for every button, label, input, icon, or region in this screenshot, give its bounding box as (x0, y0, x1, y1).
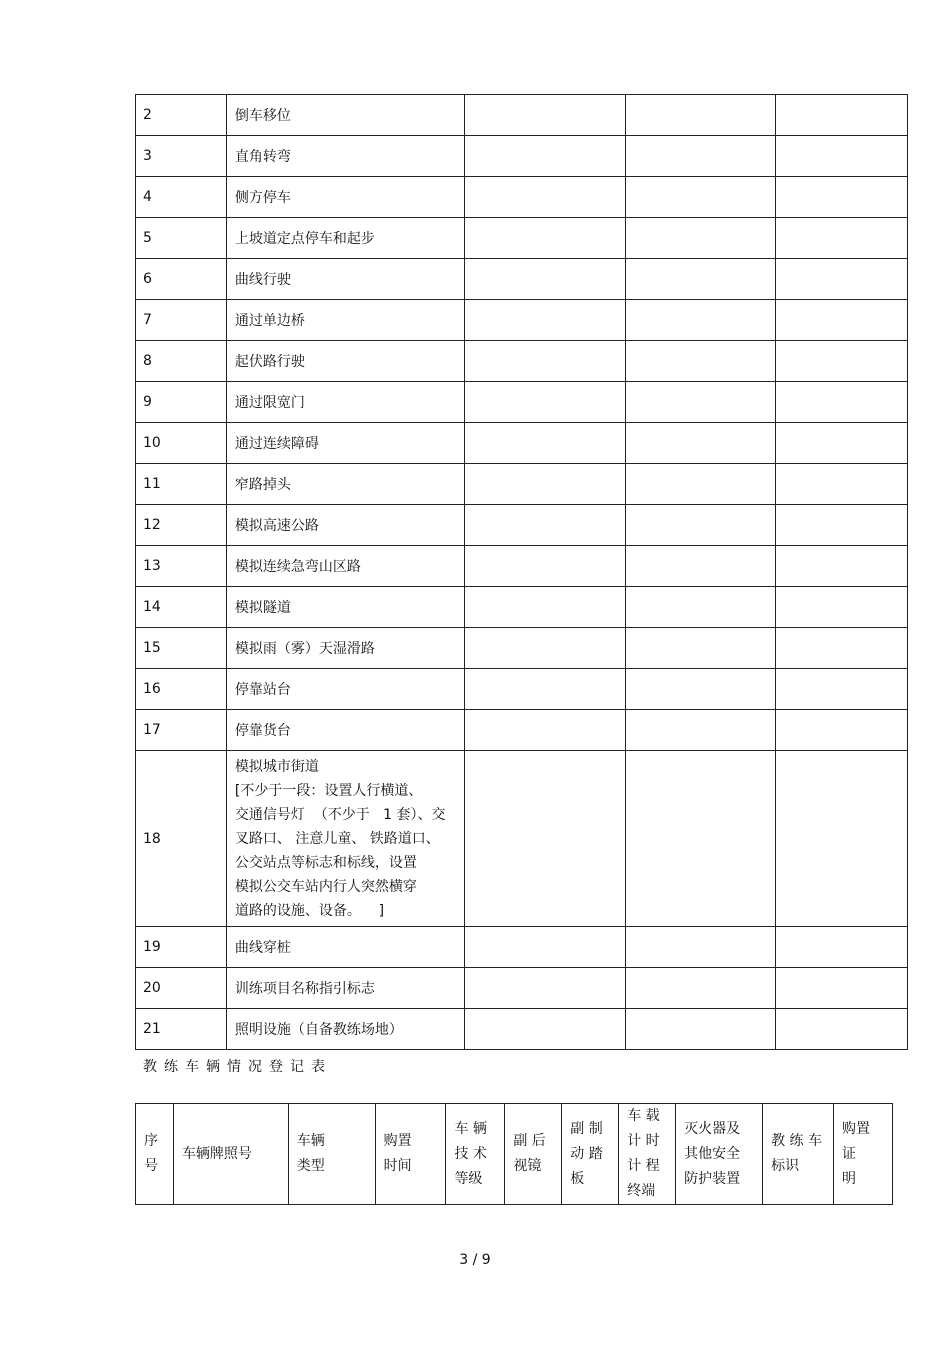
table-row (136, 464, 908, 505)
header-line: 副 后 (513, 1133, 546, 1149)
item-detail-line: 公交站点等标志和标线，设置 (234, 854, 417, 871)
table-row (136, 546, 908, 587)
item-number: 17 (136, 710, 227, 751)
empty-cell (625, 1009, 776, 1050)
empty-cell (625, 546, 776, 587)
header-line: 序 (144, 1133, 158, 1149)
table-row (136, 423, 908, 464)
item-name: 停靠站台 (226, 669, 464, 710)
empty-cell (776, 505, 908, 546)
header-line: 等级 (454, 1170, 483, 1187)
table-row (136, 751, 908, 927)
vehicle-header-cell (763, 1104, 834, 1205)
empty-cell (625, 968, 776, 1009)
empty-cell (776, 1009, 908, 1050)
empty-cell (776, 136, 908, 177)
header-line: 车辆 (296, 1133, 325, 1149)
empty-cell (776, 382, 908, 423)
empty-cell (776, 669, 908, 710)
empty-cell (464, 1009, 625, 1050)
header-line: 板 (570, 1170, 585, 1187)
table-row (136, 259, 908, 300)
header-line: 计 程 (627, 1158, 660, 1174)
empty-cell (464, 927, 625, 968)
empty-cell (464, 751, 625, 927)
item-name (226, 751, 464, 927)
header-line: 标识 (771, 1158, 800, 1174)
item-name: 通过限宽门 (226, 382, 464, 423)
item-name: 上坡道定点停车和起步 (226, 218, 464, 259)
empty-cell (776, 751, 908, 927)
table-row (136, 1009, 908, 1050)
empty-cell (625, 136, 776, 177)
empty-cell (776, 587, 908, 628)
item-name: 窄路掉头 (226, 464, 464, 505)
item-name: 照明设施（自备教练场地） (226, 1009, 464, 1050)
header-line: 购置 (383, 1133, 412, 1149)
header-line: 终端 (627, 1183, 656, 1199)
empty-cell (625, 669, 776, 710)
item-number: 7 (136, 300, 227, 341)
item-name: 模拟雨（雾）天湿滑路 (226, 628, 464, 669)
item-number: 4 (136, 177, 227, 218)
empty-cell (625, 95, 776, 136)
header-line: 计 时 (627, 1133, 660, 1149)
empty-cell (776, 968, 908, 1009)
table-row (136, 587, 908, 628)
empty-cell (625, 927, 776, 968)
table-row (136, 341, 908, 382)
empty-cell (625, 341, 776, 382)
empty-cell (625, 751, 776, 927)
item-name: 停靠货台 (226, 710, 464, 751)
empty-cell (464, 464, 625, 505)
item-name: 模拟高速公路 (226, 505, 464, 546)
item-detail-line: 交通信号灯 （不少于 1 套）、交 (234, 806, 446, 823)
empty-cell (776, 218, 908, 259)
item-name: 模拟隧道 (226, 587, 464, 628)
empty-cell (776, 546, 908, 587)
empty-cell (625, 423, 776, 464)
table-row (136, 177, 908, 218)
item-number: 16 (136, 669, 227, 710)
header-line: 证 (842, 1145, 857, 1162)
empty-cell (625, 628, 776, 669)
item-name: 倒车移位 (226, 95, 464, 136)
empty-cell (464, 710, 625, 751)
empty-cell (464, 136, 625, 177)
empty-cell (464, 968, 625, 1009)
empty-cell (464, 546, 625, 587)
empty-cell (625, 177, 776, 218)
item-name: 曲线行驶 (226, 259, 464, 300)
item-number: 20 (136, 968, 227, 1009)
empty-cell (464, 95, 625, 136)
empty-cell (625, 464, 776, 505)
header-line: 类型 (296, 1158, 325, 1174)
training-items-table (135, 94, 908, 1050)
vehicle-header-cell (288, 1104, 375, 1205)
header-line: 技 术 (454, 1145, 487, 1162)
empty-cell (776, 464, 908, 505)
item-detail-line: [不少于一段：设置人行横道、 (234, 782, 423, 799)
item-number: 14 (136, 587, 227, 628)
item-name: 通过单边桥 (226, 300, 464, 341)
header-line: 车辆牌照号 (181, 1145, 252, 1162)
empty-cell (464, 669, 625, 710)
item-number: 3 (136, 136, 227, 177)
vehicle-header-cell (446, 1104, 505, 1205)
item-name: 侧方停车 (226, 177, 464, 218)
item-number: 8 (136, 341, 227, 382)
item-number: 6 (136, 259, 227, 300)
item-number: 9 (136, 382, 227, 423)
vehicle-header-row (136, 1104, 893, 1205)
empty-cell (464, 218, 625, 259)
page-number: 3 / 9 (459, 1252, 491, 1268)
empty-cell (776, 95, 908, 136)
table-row (136, 927, 908, 968)
item-name: 起伏路行驶 (226, 341, 464, 382)
vehicle-registration-table (135, 1103, 893, 1205)
empty-cell (464, 505, 625, 546)
item-number: 2 (136, 95, 227, 136)
header-line: 车 载 (627, 1108, 660, 1124)
empty-cell (464, 382, 625, 423)
table-row (136, 968, 908, 1009)
header-line: 教 练 车 (771, 1133, 822, 1149)
header-line: 时间 (383, 1158, 412, 1174)
header-line: 副 制 (570, 1120, 603, 1137)
item-detail-line: 叉路口、 注意儿童、 铁路道口、 (234, 830, 440, 847)
empty-cell (776, 927, 908, 968)
empty-cell (776, 628, 908, 669)
empty-cell (625, 300, 776, 341)
item-number: 12 (136, 505, 227, 546)
item-name: 模拟连续急弯山区路 (226, 546, 464, 587)
table-row (136, 136, 908, 177)
header-line: 灭火器及 (684, 1120, 741, 1137)
empty-cell (776, 710, 908, 751)
vehicle-header-cell (505, 1104, 562, 1205)
item-detail-line: 模拟公交车站内行人突然横穿 (234, 878, 417, 895)
item-name: 通过连续障碍 (226, 423, 464, 464)
empty-cell (464, 587, 625, 628)
vehicle-header-cell (136, 1104, 174, 1205)
item-number: 18 (136, 751, 227, 927)
empty-cell (776, 259, 908, 300)
empty-cell (625, 218, 776, 259)
empty-cell (776, 341, 908, 382)
empty-cell (464, 259, 625, 300)
vehicle-header-cell (562, 1104, 619, 1205)
empty-cell (776, 177, 908, 218)
header-line: 号 (144, 1158, 158, 1174)
empty-cell (625, 382, 776, 423)
header-line: 动 踏 (570, 1145, 603, 1162)
empty-cell (625, 505, 776, 546)
item-name-line: 模拟城市街道 (234, 758, 319, 775)
item-number: 13 (136, 546, 227, 587)
empty-cell (776, 423, 908, 464)
header-line: 视镜 (513, 1158, 542, 1174)
table-row (136, 628, 908, 669)
vehicle-header-cell (834, 1104, 893, 1205)
empty-cell (464, 177, 625, 218)
item-name: 曲线穿桩 (226, 927, 464, 968)
vehicle-table-title: 教练车辆情况登记表 (143, 1059, 332, 1075)
vehicle-header-cell (619, 1104, 676, 1205)
item-name: 直角转弯 (226, 136, 464, 177)
vehicle-header-cell (676, 1104, 763, 1205)
header-line: 购置 (842, 1120, 871, 1137)
header-line: 其他安全 (684, 1145, 741, 1162)
item-number: 15 (136, 628, 227, 669)
item-number: 21 (136, 1009, 227, 1050)
table-row (136, 300, 908, 341)
table-row (136, 218, 908, 259)
item-number: 19 (136, 927, 227, 968)
vehicle-header-cell (173, 1104, 288, 1205)
empty-cell (625, 587, 776, 628)
empty-cell (464, 628, 625, 669)
vehicle-header-cell (375, 1104, 446, 1205)
empty-cell (625, 259, 776, 300)
header-line: 明 (842, 1170, 857, 1187)
item-number: 11 (136, 464, 227, 505)
header-line: 防护装置 (684, 1170, 741, 1187)
empty-cell (776, 300, 908, 341)
training-items-body (136, 95, 908, 1050)
table-row (136, 710, 908, 751)
item-name: 训练项目名称指引标志 (226, 968, 464, 1009)
table-row (136, 95, 908, 136)
item-number: 10 (136, 423, 227, 464)
empty-cell (464, 423, 625, 464)
table-row (136, 505, 908, 546)
empty-cell (464, 341, 625, 382)
table-row (136, 669, 908, 710)
empty-cell (625, 710, 776, 751)
table-row (136, 382, 908, 423)
item-detail-line: 道路的设施、设备。 ] (234, 902, 385, 919)
header-line: 车 辆 (454, 1120, 487, 1137)
empty-cell (464, 300, 625, 341)
item-number: 5 (136, 218, 227, 259)
